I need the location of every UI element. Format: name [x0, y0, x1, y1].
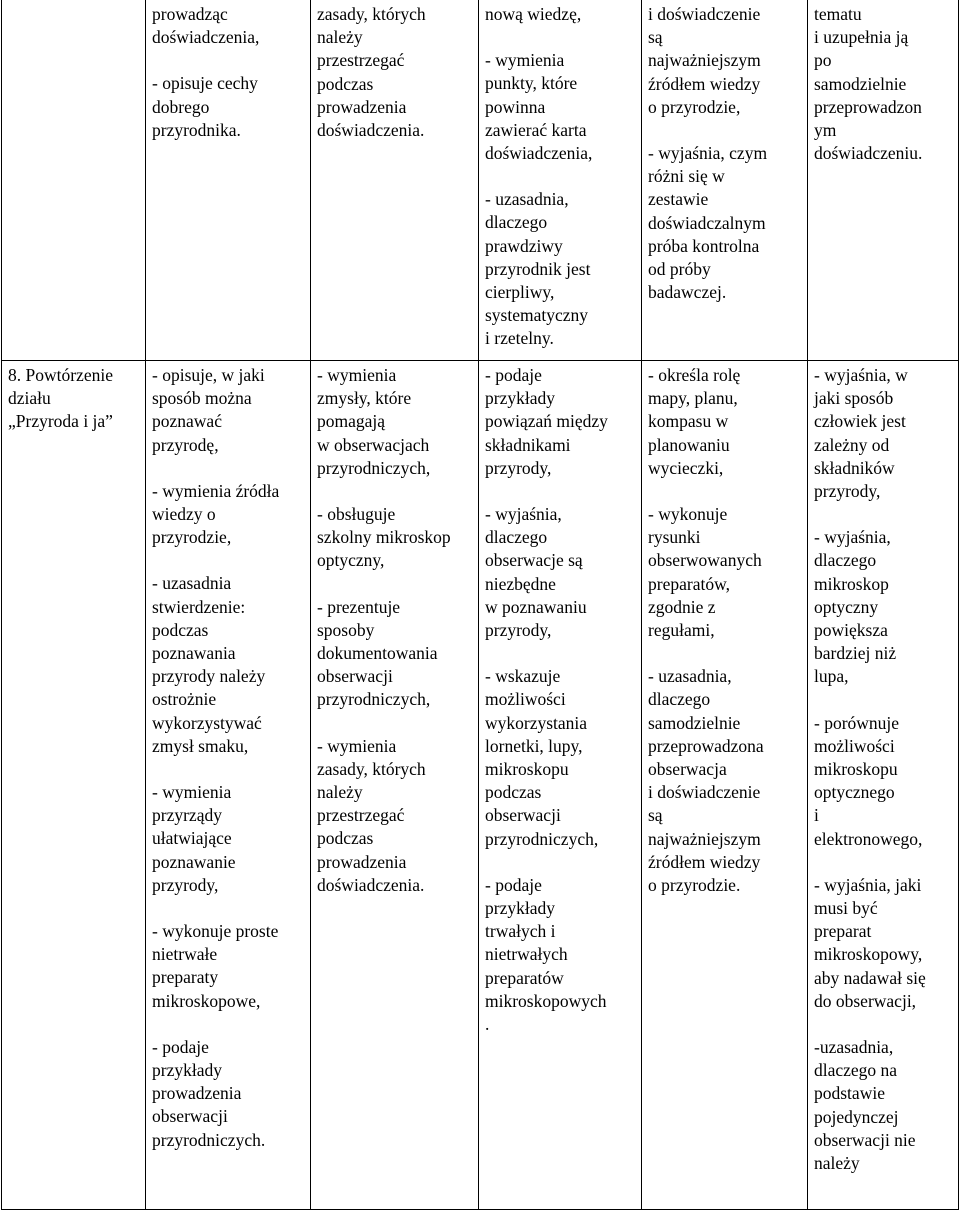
cell-entry: prowadząc doświadczenia, — [152, 4, 260, 48]
cell-entry: - wskazuje możliwości wykorzystania lornetki, lupy, mikroskopu podczas obserwacji przyrodniczych, — [485, 666, 599, 849]
cell-entry: i doświadczenie są najważniejszym źródłem wiedzy o przyrodzie, — [648, 4, 761, 117]
cell-entry: - obsługuje szkolny mikroskop optyczny, — [317, 504, 451, 571]
requirements-table — [1, 0, 959, 1210]
table-cell-requirements-col-5 — [808, 0, 959, 361]
cell-entry: - prezentuje sposoby dokumentowania obserwacji przyrodniczych, — [317, 596, 438, 710]
cell-entry: - wyjaśnia, jaki musi być preparat mikroskopowy, aby nadawał się do obserwacji, — [814, 874, 926, 1011]
cell-entry: - wymienia punkty, które powinna zawierać karta doświadczenia, — [485, 50, 593, 164]
cell-entry: tematu i uzupełnia ją po samodzielnie przeprowadzon ym doświadczeniu. — [814, 4, 923, 164]
table-cell-requirements-col-3 — [479, 361, 642, 1210]
cell-entry: zasady, których należy przestrzegać podczas prowadzenia doświadczenia. — [317, 4, 426, 141]
cell-entry: 8. Powtórzenie działu „Przyroda i ja” — [8, 365, 113, 432]
table-cell-requirements-col-3 — [479, 0, 642, 361]
cell-entry: - porównuje możliwości mikroskopu optycznego i elektronowego, — [814, 712, 923, 849]
table-cell-requirements-col-2 — [311, 0, 479, 361]
cell-entry: - uzasadnia, dlaczego prawdziwy przyrodnik jest cierpliwy, systematyczny i rzetelny. — [485, 189, 591, 349]
cell-entry: - wykonuje proste nietrwałe preparaty mikroskopowe, — [152, 921, 279, 1011]
cell-entry: - uzasadnia, dlaczego samodzielnie przeprowadzona obserwacja i doświadczenie są najważniejszym źródłem wiedzy o przyrodzie. — [648, 666, 764, 896]
table-cell-requirements-col-4 — [642, 361, 808, 1210]
cell-entry: - wyjaśnia, w jaki sposób człowiek jest zależny od składników przyrody, — [814, 365, 908, 502]
cell-entry: - wyjaśnia, czym różni się w zestawie doświadczalnym próba kontrolna od próby badawczej. — [648, 143, 768, 303]
cell-entry: - wyjaśnia, dlaczego mikroskop optyczny powiększa bardziej niż lupa, — [814, 527, 897, 687]
table-cell-requirements-col-1 — [146, 361, 311, 1210]
cell-entry: nową wiedzę, — [485, 4, 582, 24]
table-cell-lesson — [2, 361, 146, 1210]
table-cell-requirements-col-5 — [808, 361, 959, 1210]
cell-entry: - wymienia źródła wiedzy o przyrodzie, — [152, 480, 280, 548]
cell-entry: - opisuje, w jaki sposób można poznawać przyrodę, — [152, 365, 265, 455]
cell-entry: - uzasadnia stwierdzenie: podczas poznawania przyrody należy ostrożnie wykorzystywać zmysł smaku, — [152, 573, 266, 756]
cell-entry: - podaje przykłady powiązań między składnikami przyrody, — [485, 365, 608, 478]
cell-entry: - opisuje cechy dobrego przyrodnika. — [152, 73, 258, 140]
cell-entry: - wymienia przyrządy ułatwiające poznawanie przyrody, — [152, 782, 236, 895]
cell-entry: - wymienia zasady, których należy przestrzegać podczas prowadzenia doświadczenia. — [317, 735, 426, 895]
cell-entry: - podaje przykłady trwałych i nietrwałych preparatów mikroskopowych . — [485, 874, 607, 1035]
table-body — [2, 0, 959, 1210]
table-cell-lesson — [2, 0, 146, 361]
table-cell-requirements-col-4 — [642, 0, 808, 361]
table-row — [2, 0, 959, 361]
cell-entry: - wykonuje rysunki obserwowanych preparatów, zgodnie z regułami, — [648, 504, 762, 641]
table-cell-requirements-col-1 — [146, 0, 311, 361]
table-row — [2, 361, 959, 1210]
cell-entry: -uzasadnia, dlaczego na podstawie pojedynczej obserwacji nie należy — [814, 1037, 916, 1174]
table-cell-requirements-col-2 — [311, 361, 479, 1210]
cell-entry: - podaje przykłady prowadzenia obserwacji przyrodniczych. — [152, 1036, 266, 1150]
cell-entry: - określa rolę mapy, planu, kompasu w planowaniu wycieczki, — [648, 365, 741, 478]
cell-entry: - wymienia zmysły, które pomagają w obserwacjach przyrodniczych, — [317, 365, 431, 478]
cell-entry: - wyjaśnia, dlaczego obserwacje są niezbędne w poznawaniu przyrody, — [485, 504, 587, 641]
